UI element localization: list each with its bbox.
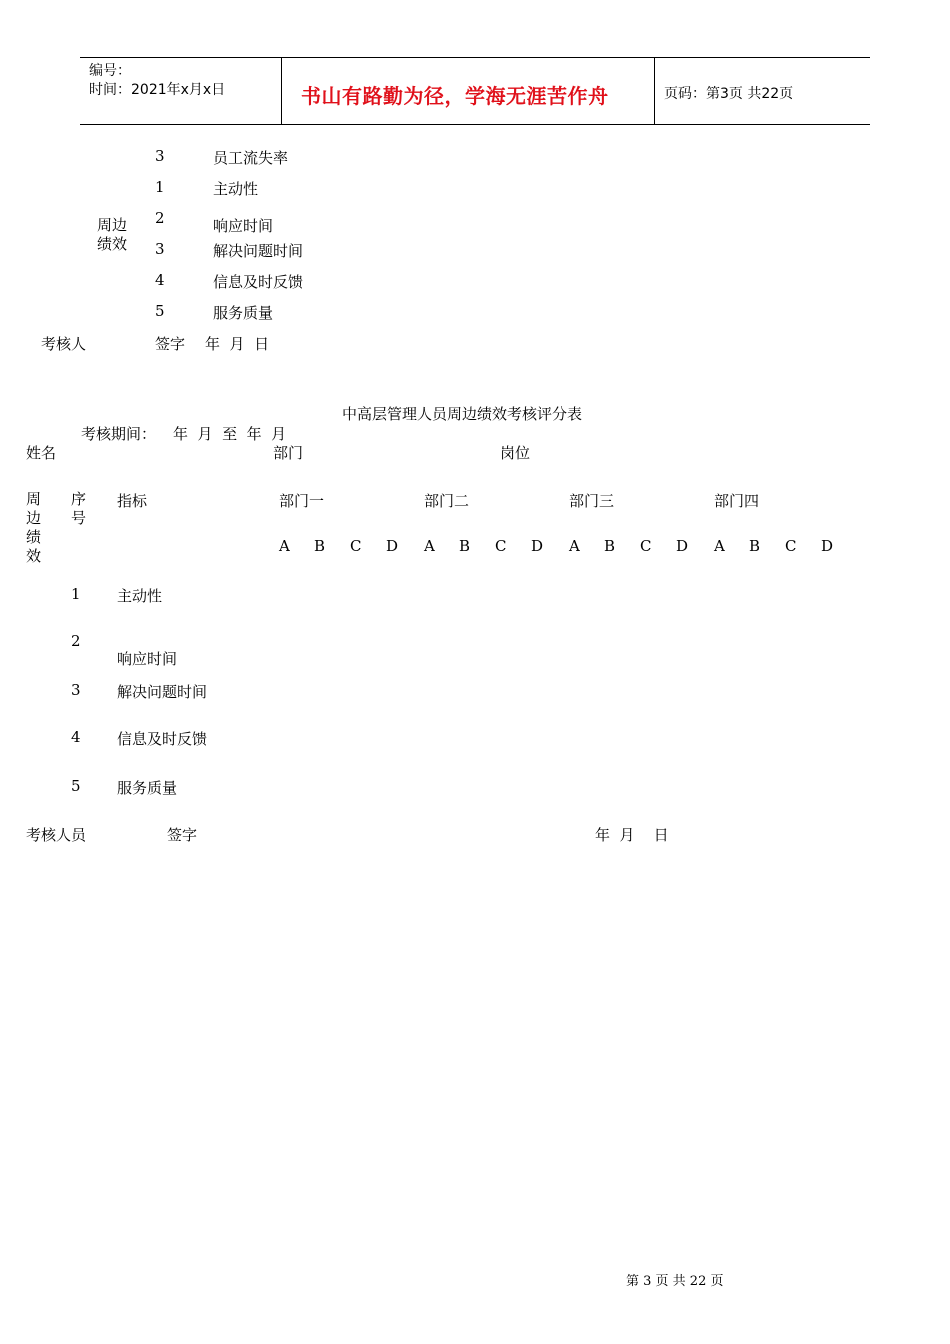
header-motto: 书山有路勤为径，学海无涯苦作舟 bbox=[301, 84, 609, 108]
form-row-no-3: 3 bbox=[71, 681, 81, 699]
col-category-header bbox=[26, 490, 43, 566]
form-title: 中高层管理人员周边绩效考核评分表 bbox=[342, 405, 583, 423]
grade-d1-a: A bbox=[279, 537, 290, 555]
period-value: 年 月 至 年 月 bbox=[173, 425, 287, 443]
header-top-border bbox=[80, 57, 870, 58]
grade-d4-b: B bbox=[749, 537, 761, 555]
form-row-no-2: 2 bbox=[71, 632, 81, 650]
grade-d2-d: D bbox=[531, 537, 544, 555]
section1-row-no-5: 5 bbox=[155, 302, 165, 320]
col-indicator-header: 指标 bbox=[117, 492, 148, 510]
form-row-no-5: 5 bbox=[71, 777, 81, 795]
name-label: 姓名 bbox=[26, 444, 57, 462]
form-row-text-3: 解决问题时间 bbox=[117, 683, 208, 701]
grade-d3-d: D bbox=[676, 537, 689, 555]
post-label: 岗位 bbox=[500, 444, 531, 462]
grade-d2-a: A bbox=[424, 537, 435, 555]
section1-row-no-3: 3 bbox=[155, 240, 165, 258]
grade-d1-d: D bbox=[386, 537, 399, 555]
dept-header-2: 部门二 bbox=[424, 492, 470, 510]
dept-header-3: 部门三 bbox=[569, 492, 615, 510]
form-row-text-1: 主动性 bbox=[117, 587, 163, 605]
doc-time-label: 时间：2021年x月x日 bbox=[89, 82, 226, 98]
grade-d1-c: C bbox=[350, 537, 362, 555]
dept-header-4: 部门四 bbox=[714, 492, 760, 510]
doc-number-label: 编号： bbox=[89, 63, 131, 79]
dept-header-1: 部门一 bbox=[279, 492, 325, 510]
form-row-text-5: 服务质量 bbox=[117, 779, 178, 797]
form-sign-label: 签字 bbox=[167, 826, 198, 844]
grade-d2-c: C bbox=[495, 537, 507, 555]
col-no-text: 序号 bbox=[71, 490, 87, 527]
dept-label: 部门 bbox=[273, 444, 304, 462]
col-no-header bbox=[71, 490, 88, 528]
page-footer: 第 3 页 共 22 页 bbox=[626, 1274, 724, 1289]
grade-d4-a: A bbox=[714, 537, 725, 555]
grade-d3-c: C bbox=[640, 537, 652, 555]
grade-d2-b: B bbox=[459, 537, 471, 555]
section1-assessor-label: 考核人 bbox=[41, 335, 87, 353]
grade-d1-b: B bbox=[314, 537, 326, 555]
section1-sign-label: 签字 bbox=[155, 335, 186, 353]
section1-row-text-1: 主动性 bbox=[213, 180, 259, 198]
section1-row-text-2: 响应时间 bbox=[213, 217, 274, 235]
form-row-text-2: 响应时间 bbox=[117, 650, 178, 668]
section1-top-text: 员工流失率 bbox=[213, 149, 289, 167]
form-row-no-4: 4 bbox=[71, 728, 81, 746]
col-category-text: 周边绩效 bbox=[26, 490, 42, 565]
period-label: 考核期间： bbox=[81, 425, 157, 443]
section1-category bbox=[97, 216, 131, 254]
section1-row-text-4: 信息及时反馈 bbox=[213, 273, 304, 291]
grade-d3-b: B bbox=[604, 537, 616, 555]
section1-row-no-2: 2 bbox=[155, 209, 165, 227]
header-divider-right bbox=[654, 57, 655, 124]
grade-d4-c: C bbox=[785, 537, 797, 555]
header-page-label: 页码：第3页 共22页 bbox=[664, 86, 794, 102]
section1-row-no-1: 1 bbox=[155, 178, 165, 196]
form-row-text-4: 信息及时反馈 bbox=[117, 730, 208, 748]
header-divider-left bbox=[281, 57, 282, 124]
section1-row-no-4: 4 bbox=[155, 271, 165, 289]
form-assessor-label: 考核人员 bbox=[26, 826, 87, 844]
section1-top-no: 3 bbox=[155, 147, 165, 165]
form-date-label: 年 月 日 bbox=[595, 826, 669, 844]
section1-row-text-5: 服务质量 bbox=[213, 304, 274, 322]
section1-row-text-3: 解决问题时间 bbox=[213, 242, 304, 260]
header-bottom-border bbox=[80, 124, 870, 125]
form-row-no-1: 1 bbox=[71, 585, 81, 603]
section1-date-label: 年 月 日 bbox=[205, 335, 270, 353]
section1-category-text: 周边绩效 bbox=[97, 216, 128, 253]
grade-d4-d: D bbox=[821, 537, 834, 555]
grade-d3-a: A bbox=[569, 537, 580, 555]
